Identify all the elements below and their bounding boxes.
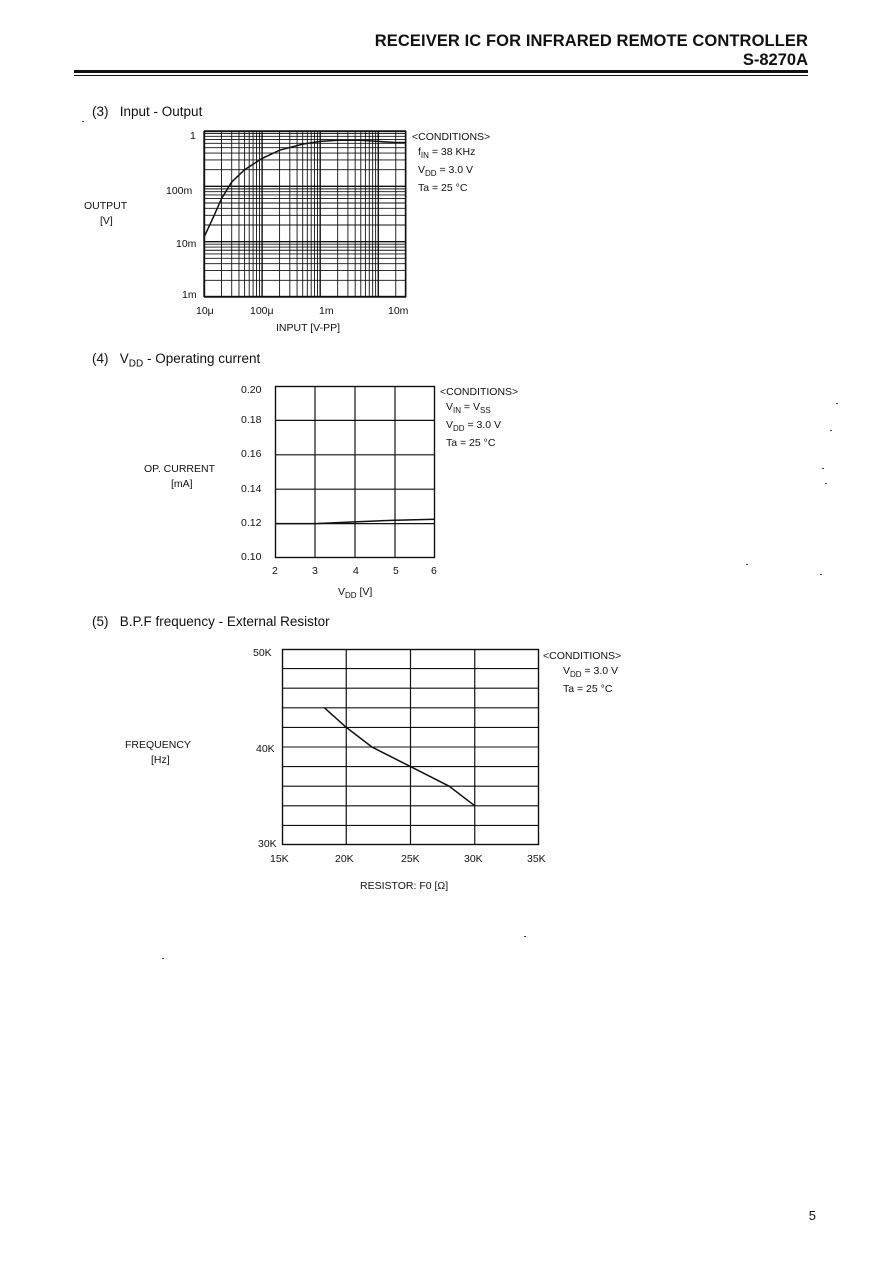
bpf-frequency-chart xyxy=(282,649,539,845)
oc-xtick: 6 xyxy=(431,565,437,577)
page-number: 5 xyxy=(808,1208,816,1223)
scan-speck xyxy=(820,574,822,575)
io-ytick: 1 xyxy=(190,130,196,142)
io-ytick: 10m xyxy=(176,238,197,250)
io-ylabel-unit: [V] xyxy=(100,215,113,227)
conditions-heading: <CONDITIONS> xyxy=(543,650,622,662)
bpf-conditions xyxy=(543,649,621,697)
io-xlabel: INPUT [V-PP] xyxy=(276,322,340,334)
bpf-ytick: 30K xyxy=(258,838,277,850)
section-3-heading xyxy=(92,104,202,119)
oc-ytick: 0.16 xyxy=(241,448,262,460)
oc-xtick: 4 xyxy=(353,565,359,577)
condition-line: Ta = 25 °C xyxy=(446,437,496,450)
io-ytick: 100m xyxy=(166,185,193,197)
bpf-xlabel: RESISTOR: F0 [Ω] xyxy=(360,880,449,892)
section-5-heading xyxy=(92,614,330,629)
bpf-xtick: 35K xyxy=(527,853,546,865)
conditions-heading: <CONDITIONS> xyxy=(412,131,491,143)
section-title: B.P.F frequency - External Resistor xyxy=(119,614,330,629)
oc-xtick: 2 xyxy=(272,565,278,577)
bpf-xtick: 30K xyxy=(464,853,483,865)
io-xtick: 1m xyxy=(319,305,334,317)
bpf-xtick: 20K xyxy=(335,853,354,865)
data-line xyxy=(324,708,474,806)
oc-ytick: 0.10 xyxy=(241,551,262,563)
io-xtick: 100μ xyxy=(250,305,274,317)
oc-ytick: 0.18 xyxy=(241,414,262,426)
bpf-xtick: 15K xyxy=(270,853,289,865)
io-ytick: 1m xyxy=(182,289,197,301)
scan-speck xyxy=(746,564,748,565)
bpf-ylabel-unit: [Hz] xyxy=(151,754,170,766)
io-xtick: 10m xyxy=(388,305,409,317)
scan-speck xyxy=(82,121,84,122)
conditions-heading: <CONDITIONS> xyxy=(440,386,519,398)
document-title: RECEIVER IC FOR INFRARED REMOTE CONTROLLER xyxy=(374,32,808,50)
oc-ylabel-unit: [mA] xyxy=(171,478,193,490)
oc-ytick: 0.12 xyxy=(241,517,262,529)
section-title: Input - Output xyxy=(119,104,203,119)
scan-speck xyxy=(524,936,526,937)
condition-line: $V_{IN} = V_{SS}$ xyxy=(446,401,491,416)
oc-ytick: 0.20 xyxy=(241,384,262,396)
io-xtick: 10μ xyxy=(196,305,214,317)
scan-speck xyxy=(822,468,824,469)
operating-current-chart xyxy=(275,386,435,558)
input-output-chart xyxy=(204,131,406,297)
oc-xlabel: $V_{DD}$ [V] xyxy=(338,586,373,601)
oc-conditions xyxy=(440,385,518,451)
bpf-ytick: 40K xyxy=(256,743,275,755)
scan-speck xyxy=(825,483,827,484)
section-title: $V_{DD}$ - Operating current xyxy=(119,351,261,370)
io-conditions xyxy=(412,130,490,196)
io-ylabel: OUTPUT xyxy=(84,200,128,212)
bpf-ylabel: FREQUENCY xyxy=(125,739,191,751)
condition-line: Ta = 25 °C xyxy=(418,182,468,195)
oc-xtick: 5 xyxy=(393,565,399,577)
section-number: (5) xyxy=(92,614,109,629)
section-number: (4) xyxy=(92,351,109,366)
condition-line: $V_{DD} = 3.0$ V xyxy=(563,665,619,680)
bpf-xtick: 25K xyxy=(401,853,420,865)
header-rule-thin xyxy=(74,75,808,76)
scan-speck xyxy=(830,430,832,431)
condition-line: $V_{DD} = 3.0$ V xyxy=(418,164,474,179)
oc-ytick: 0.14 xyxy=(241,483,262,495)
oc-ylabel: OP. CURRENT xyxy=(144,463,215,475)
header-rule xyxy=(74,70,808,73)
bpf-ytick: 50K xyxy=(253,647,272,659)
section-4-heading xyxy=(92,351,260,370)
oc-xtick: 3 xyxy=(312,565,318,577)
model-number: S-8270A xyxy=(742,51,808,69)
condition-line: $V_{DD} = 3.0$ V xyxy=(446,419,502,434)
section-number: (3) xyxy=(92,104,109,119)
condition-line: Ta = 25 °C xyxy=(563,683,613,696)
scan-speck xyxy=(162,958,164,959)
scan-speck xyxy=(836,403,838,404)
condition-line: $f_{IN} = 38$ KHz xyxy=(418,146,476,161)
